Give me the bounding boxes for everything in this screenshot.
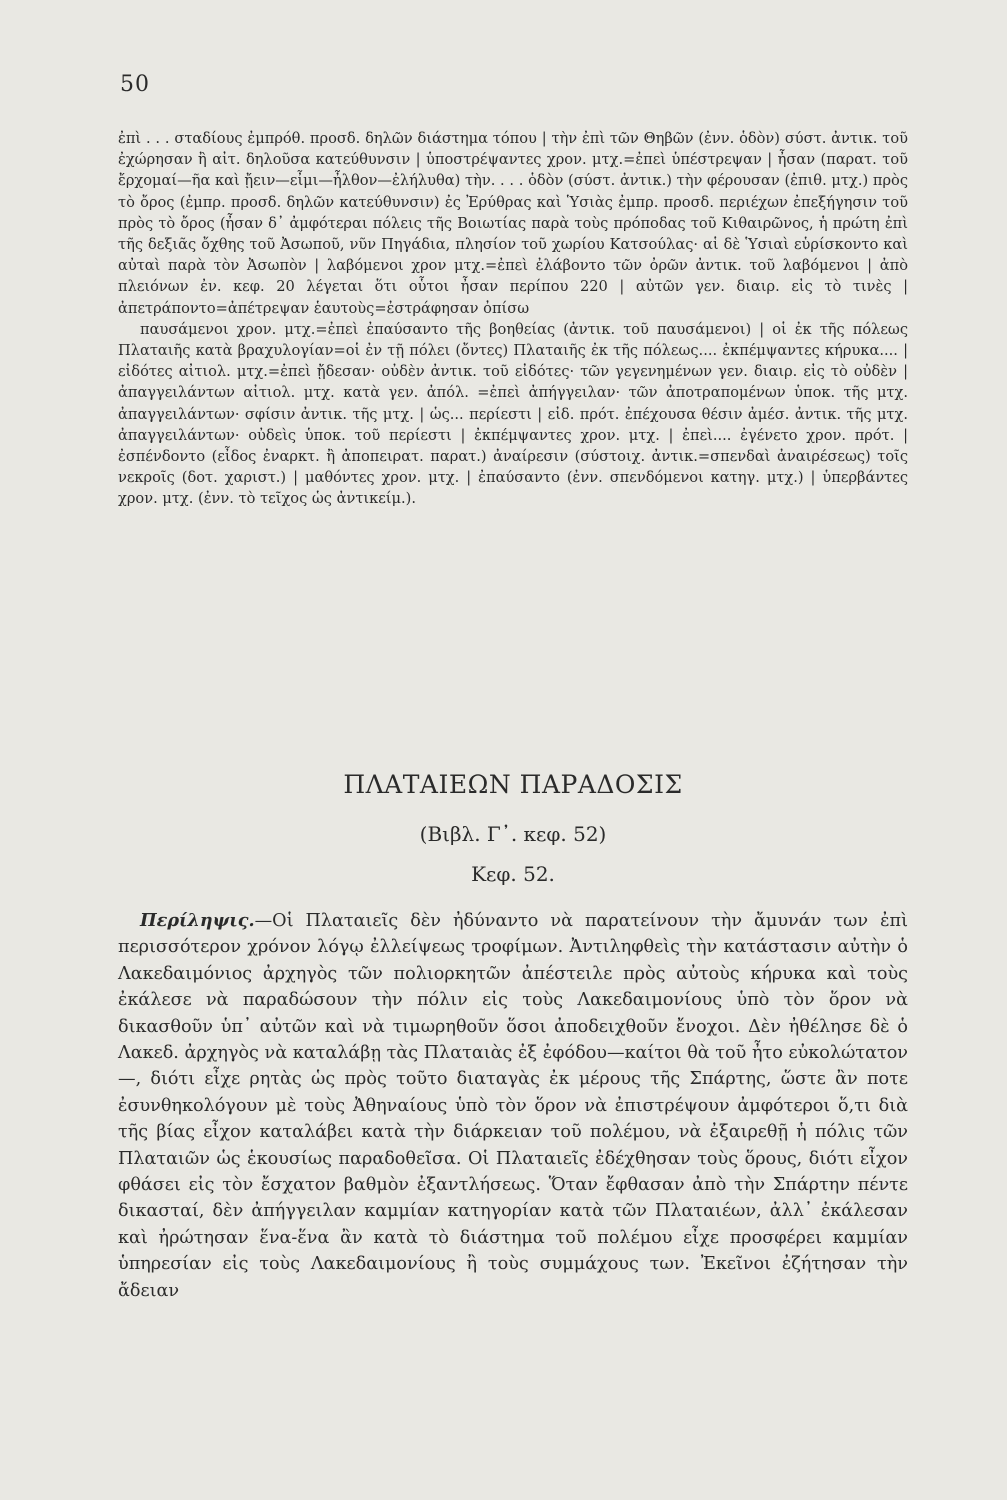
section-subtitle: (Βιβλ. Γ᾽. κεφ. 52) <box>419 822 607 846</box>
notes-paragraph-2: παυσάμενοι χρον. μτχ.=ἐπεὶ ἐπαύσαντο τῆς βοηθείας (ἀντικ. τοῦ παυσάμενοι) | οἱ ἐκ τῆς πόλεως Πλαταιῆς κατὰ βραχυλογίαν=οἱ ἐν τῇ πόλει (ὄντες) Πλαταιῆς ἐκ τῆς πόλεως.... ἐκπέμψαντες κήρυκα.... | εἰδότες αἰτιολ. μτχ.=ἐπεὶ ᾔδεσαν· οὐδὲν ἀντικ. τοῦ εἰδότες· τῶν γεγενημένων γεν. διαιρ. εἰς τὸ οὐδὲν | ἀπαγγειλάντων αἰτιολ. μτχ. κατὰ γεν. ἀπόλ. =ἐπεὶ ἀπήγγειλαν· τῶν ἀποτραπομένων ὑποκ. τῆς μτχ. ἀπαγγειλάντων· σφίσιν ἀντικ. τῆς μτχ. | ὡς... περίεστι | εἰδ. πρότ. ἐπέχουσα θέσιν ἀμέσ. ἀντικ. τῆς μτχ. ἀπαγγειλάντων· οὐδεὶς ὑποκ. τοῦ περίεστι | ἐκπέμψαντες χρον. μτχ. | ἐπεὶ.... ἐγένετο χρον. πρότ. | ἐσπένδοντο (εἶδος ἐναρκτ. ἢ ἀποπειρατ. παρατ.) ἀναίρεσιν (σύστοιχ. ἀντικ.=σπενδαὶ ἀναιρέσεως) τοῖς νεκροῖς (δοτ. χαριστ.) | μαθόντες χρον. μτχ. | ἐπαύσαντο (ἐνν. σπενδόμενοι κατηγ. μτχ.) | ὑπερβάντες χρον. μτχ. (ἐνν. τὸ τεῖχος ὡς ἀντικείμ.). <box>118 320 908 508</box>
summary-label: Περίληψις. <box>140 910 255 931</box>
page-number: 50 <box>120 72 150 97</box>
section-title: ΠΛΑΤΑΙΕΩΝ ΠΑΡΑΔΟΣΙΣ <box>343 770 683 799</box>
summary-text: —Οἱ Πλαταιεῖς δὲν ἠδύναντο νὰ παρατείνουν τὴν ἄμυνάν των ἐπὶ περισσότερον χρόνον λόγῳ ἐλλείψεως τροφίμων. Ἀντιληφθεὶς τὴν κατάστασιν αὐτὴν ὁ Λακεδαιμόνιος ἀρχηγὸς τῶν πολιορκητῶν ἀπέστειλε πρὸς αὐτοὺς κήρυκα καὶ τοὺς ἐκάλεσε νὰ παραδώσουν τὴν πόλιν εἰς τοὺς Λακεδαιμονίους ὑπὸ τὸν ὅρον νὰ δικασθοῦν ὑπ᾽ αὐτῶν καὶ νὰ τιμωρηθοῦν ὅσοι ἀποδειχθοῦν ἔνοχοι. Δὲν ἠθέλησε δὲ ὁ Λακεδ. ἀρχηγὸς νὰ καταλάβῃ τὰς Πλαταιὰς ἐξ ἐφόδου—καίτοι θὰ τοῦ ἦτο εὐκολώτατον—, διότι εἶχε ρητὰς ὡς πρὸς τοῦτο διαταγὰς ἐκ μέρους τῆς Σπάρτης, ὥστε ἂν ποτε ἐσυνθηκολόγουν μὲ τοὺς Ἀθηναίους ὑπὸ τὸν ὅρον νὰ ἐπιστρέψουν ἀμφότεροι ὅ,τι διὰ τῆς βίας εἶχον καταλάβει κατὰ τὴν διάρκειαν τοῦ πολέμου, νὰ ἐξαιρεθῇ ἡ πόλις τῶν Πλαταιῶν ὡς ἑκουσίως παραδοθεῖσα. Οἱ Πλαταιεῖς ἐδέχθησαν τοὺς ὅρους, διότι εἶχον φθάσει εἰς τὸν ἔσχατον βαθμὸν ἐξαντλήσεως. Ὅταν ἔφθασαν ἀπὸ τὴν Σπάρτην πέντε δικασταί, δὲν ἀπήγγειλαν καμμίαν κατηγορίαν κατὰ τῶν Πλαταιέων, ἀλλ᾽ ἐκάλεσαν καὶ ἠρώτησαν ἕνα-ἕνα ἂν κατὰ τὸ διάστημα τοῦ πολέμου εἶχε προσφέρει καμμίαν ὑπηρεσίαν εἰς τοὺς Λακεδαιμονίους ἢ τοὺς συμμάχους των. Ἐκεῖνοι ἐζήτησαν τὴν ἄδειαν <box>118 911 908 1301</box>
summary-paragraph <box>118 908 908 1304</box>
notes-paragraph-1: ἐπὶ . . . σταδίους ἐμπρόθ. προσδ. δηλῶν διάστημα τόπου | τὴν ἐπὶ τῶν Θηβῶν (ἐνν. ὁδὸν) σύστ. ἀντικ. τοῦ ἐχώρησαν ἢ αἰτ. δηλοῦσα κατεύθυνσιν | ὑποστρέψαντες χρον. μτχ.=ἐπεὶ ὑπέστρεψαν | ἦσαν (παρατ. τοῦ ἔρχομαί—ῆα καὶ ᾔειν—εἶμι—ἦλθον—ἐλήλυθα) τὴν. . . . ὁδὸν (σύστ. ἀντικ.) τὴν φέρουσαν (ἐπιθ. μτχ.) πρὸς τὸ ὄρος (ἐμπρ. προσδ. δηλῶν κατεύθυνσιν) ἐς Ἐρύθρας καὶ Ὑσιὰς ἐμπρ. προσδ. περιέχων ἐπεξήγησιν τοῦ πρὸς τὸ ὄρος (ἦσαν δ᾽ ἀμφότεραι πόλεις τῆς Βοιωτίας παρὰ τοὺς πρόποδας τοῦ Κιθαιρῶνος, ἡ πρώτη ἐπὶ τῆς δεξιᾶς ὄχθης τοῦ Ἀσωποῦ, νῦν Πηγάδια, πλησίον τοῦ χωρίου Κατσούλας· αἱ δὲ Ὑσιαὶ εὑρίσκοντο καὶ αὐταὶ παρὰ τὸν Ἀσωπὸν | λαβόμενοι χρον μτχ.=ἐπεὶ ἐλάβοντο τῶν ὀρῶν ἀντικ. τοῦ λαβόμενοι | ἀπὸ πλειόνων ἐν. κεφ. 20 λέγεται ὅτι οὗτοι ἦσαν περίπου 220 | αὐτῶν γεν. διαιρ. εἰς τὸ τινὲς | ἀπετράποντο=ἀπέτρεψαν ἑαυτοὺς=ἐστράφησαν ὀπίσω <box>118 130 908 317</box>
commentary-notes <box>118 128 908 510</box>
chapter-heading: Κεφ. 52. <box>471 862 555 886</box>
